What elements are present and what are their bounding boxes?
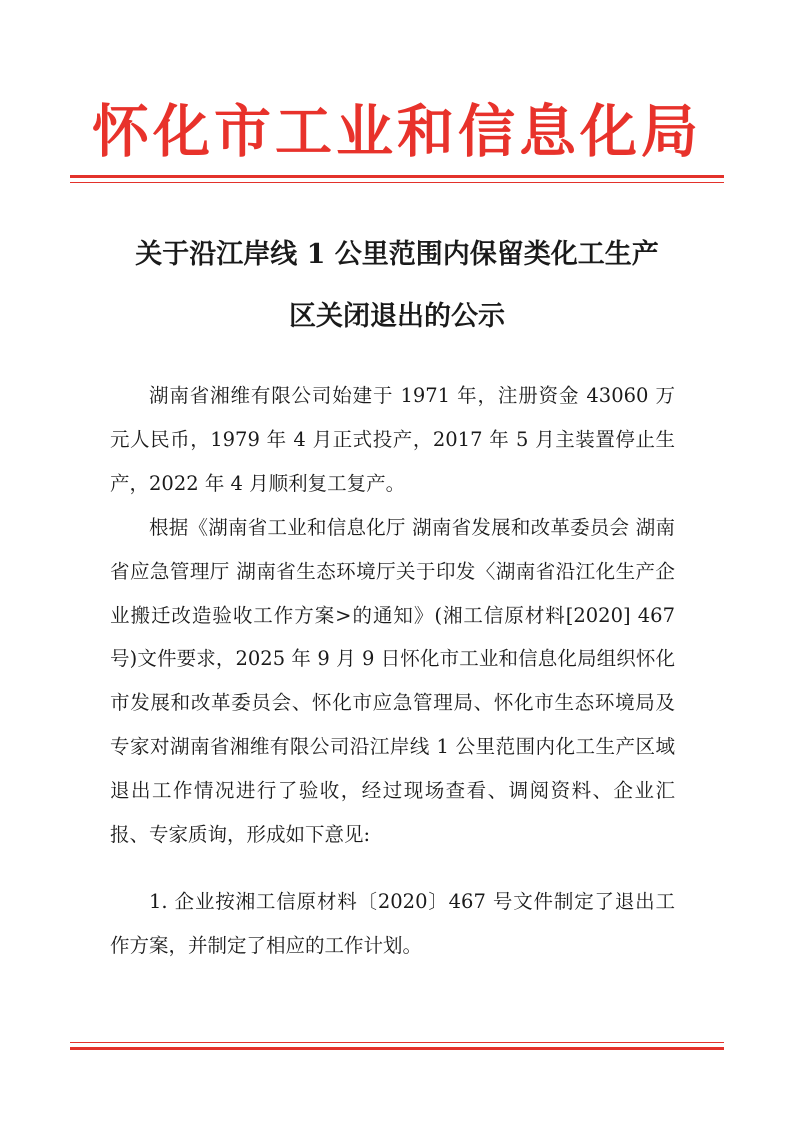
header-rule-thick: [70, 175, 724, 178]
org-header-title: 怀化市工业和信息化局: [92, 99, 702, 165]
header-rule-thin: [70, 182, 724, 183]
body-paragraph-3-block: [110, 880, 675, 968]
body-paragraph-1-block: [110, 374, 675, 505]
body-paragraph-2-block: [110, 506, 675, 856]
body-paragraph-2: 根据《湖南省工业和信息化厅 湖南省发展和改革委员会 湖南省应急管理厅 湖南省生态环境厅关于印发〈湖南省沿江化生产企业搬迁改造验收工作方案>的通知》(湘工信原材料[2020] 467 号)文件要求，2025 年 9 月 9 日怀化市工业和信息化局组织怀化市发展和改革委员会、怀化市应急管理局、怀化市生态环境局及专家对湖南省湘维有限公司沿江岸线 1 公里范围内化工生产区域退出工作情况进行了验收，经过现场查看、调阅资料、企业汇报、专家质询，形成如下意见:: [110, 516, 675, 846]
body-paragraph-3: 1. 企业按湘工信原材料〔2020〕467 号文件制定了退出工作方案，并制定了相应的工作计划。: [110, 890, 675, 957]
body-paragraph-1: 湖南省湘维有限公司始建于 1971 年，注册资金 43060 万元人民币，1979 年 4 月正式投产，2017 年 5 月主装置停止生产，2022 年 4 月顺利复工复产。: [110, 384, 675, 495]
document-title-line-2: 区关闭退出的公示: [289, 301, 505, 332]
footer-rule-thin: [70, 1042, 724, 1043]
document-title-line-1: 关于沿江岸线 1 公里范围内保留类化工生产: [135, 239, 659, 270]
footer-rule-thick: [70, 1047, 724, 1050]
